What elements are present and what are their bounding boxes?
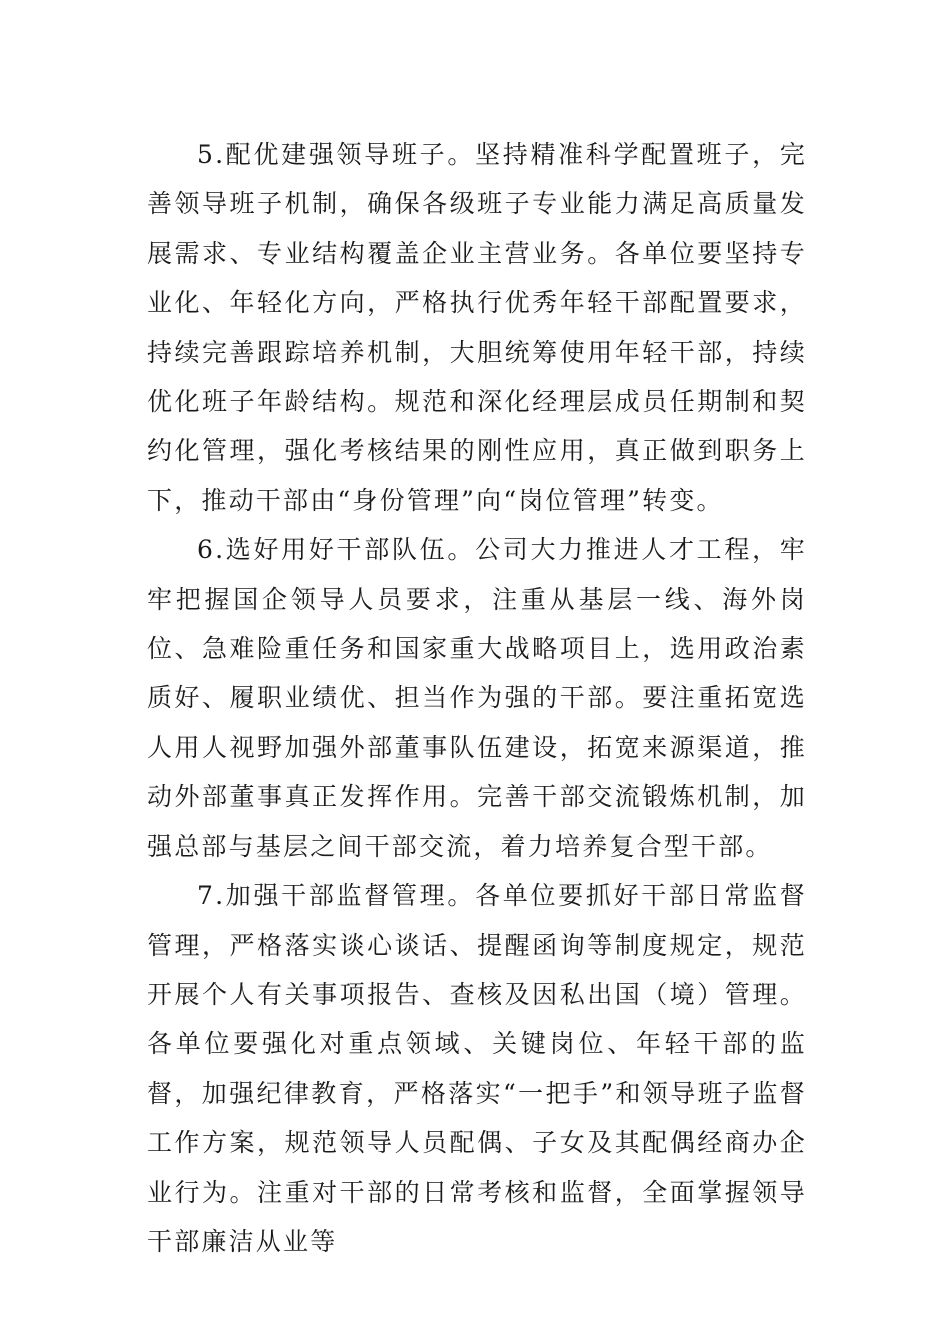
document-body: [147, 130, 807, 1266]
paragraph-6-cadre-team: 6.选好用好干部队伍。公司大力推进人才工程，牢牢把握国企领导人员要求，注重从基层一线、海外岗位、急难险重任务和国家重大战略项目上，选用政治素质好、履职业绩优、担当作为强的干部。要注重拓宽选人用人视野加强外部董事队伍建设，拓宽来源渠道，推动外部董事真正发挥作用。完善干部交流锻炼机制，加强总部与基层之间干部交流，着力培养复合型干部。: [147, 535, 807, 861]
paragraph-5-leadership-teams: 5.配优建强领导班子。坚持精准科学配置班子，完善领导班子机制，确保各级班子专业能力满足高质量发展需求、专业结构覆盖企业主营业务。各单位要坚持专业化、年轻化方向，严格执行优秀年轻干部配置要求，持续完善跟踪培养机制，大胆统筹使用年轻干部，持续优化班子年龄结构。规范和深化经理层成员任期制和契约化管理，强化考核结果的刚性应用，真正做到职务上下，推动干部由“身份管理”向“岗位管理”转变。: [147, 140, 807, 515]
paragraph-7-cadre-supervision: 7.加强干部监督管理。各单位要抓好干部日常监督管理，严格落实谈心谈话、提醒函询等制度规定，规范开展个人有关事项报告、查核及因私出国（境）管理。各单位要强化对重点领域、关键岗位、年轻干部的监督，加强纪律教育，严格落实“一把手”和领导班子监督工作方案，规范领导人员配偶、子女及其配偶经商办企业行为。注重对干部的日常考核和监督，全面掌握领导干部廉洁从业等: [147, 881, 807, 1256]
